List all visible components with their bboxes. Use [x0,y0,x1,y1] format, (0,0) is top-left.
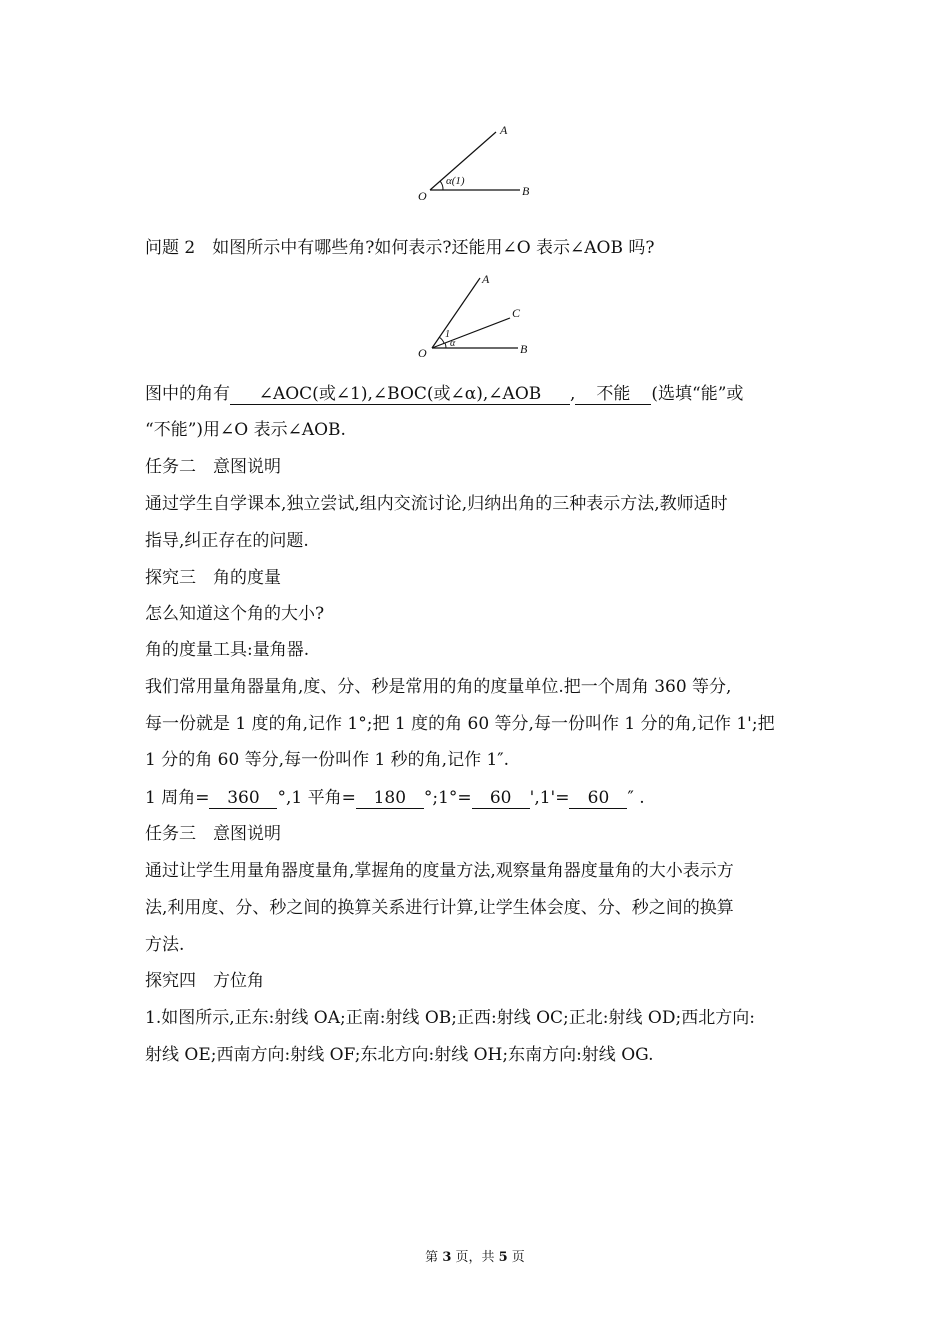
footer-post: 页 [507,1250,525,1265]
fill-text-3: °;1°= [423,788,472,808]
task3-line-1: 通过让学生用量角器度量角,掌握角的度量方法,观察量角器度量角的大小表示方 [145,861,734,881]
explore4-line-2: 射线 OE;西南方向:射线 OF;东北方向:射线 OH;东南方向:射线 OG. [145,1045,654,1065]
task3-heading: 任务三 意图说明 [145,824,281,844]
footer-page-number: 3 [442,1250,452,1265]
label-alpha: α [450,338,456,349]
explore3-p1: 我们常用量角器量角,度、分、秒是常用的角的度量单位.把一个周角 360 等分, [145,677,732,697]
label-o: O [418,189,427,203]
task3-line-2: 法,利用度、分、秒之间的换算关系进行计算,让学生体会度、分、秒之间的换算 [145,898,734,918]
answer-prefix: 图中的角有 [145,384,230,404]
explore3-heading: 探究三 角的度量 [145,568,281,588]
label-a: A [500,123,508,137]
answer-suffix: (选填“能”或 [651,384,744,404]
page-footer [0,1246,950,1265]
angle-figure-2 [412,266,542,362]
can-blank: 不能 [575,384,651,405]
task3-line-3: 方法. [145,935,185,955]
label-o: O [418,346,427,360]
task2-line-2: 指导,纠正存在的问题. [145,531,309,551]
label-a: A [482,272,490,286]
answer-line-1 [145,382,815,406]
fill-blank-3: 60 [472,788,530,809]
fill-blank-1: 360 [209,788,277,809]
angles-blank: ∠AOC(或∠1),∠BOC(或∠α),∠AOB [230,384,570,405]
question-2: 问题 2 如图所示中有哪些角?如何表示?还能用∠O 表示∠AOB 吗? [145,238,655,258]
fill-blank-4: 60 [569,788,627,809]
angle-arc-alpha [445,343,446,348]
fill-text-4: ',1'= [529,788,570,808]
fill-line [145,786,815,810]
label-b: B [522,184,530,198]
fill-text-5: ″ . [627,788,645,808]
label-b: B [520,342,528,356]
explore3-question: 怎么知道这个角的大小? [145,604,325,624]
angle-figure-1 [410,118,540,204]
explore3-p2: 每一份就是 1 度的角,记作 1°;把 1 度的角 60 等分,每一份叫作 1 分的角,记作 1';把 [145,714,775,734]
footer-pre: 第 [425,1250,443,1265]
ray-oc [432,318,510,348]
footer-total-pages: 5 [498,1250,508,1265]
fill-blank-2: 180 [356,788,424,809]
footer-mid: 页，共 [451,1250,499,1265]
task2-line-1: 通过学生自学课本,独立尝试,组内交流讨论,归纳出角的三种表示方法,教师适时 [145,494,728,514]
label-c: C [512,306,521,320]
angle-arc-1 [439,337,444,343]
explore3-tool: 角的度量工具:量角器. [145,640,310,660]
explore4-heading: 探究四 方位角 [145,971,264,991]
fill-text-2: °,1 平角= [277,788,356,808]
angle-arc [440,181,443,190]
explore3-p3: 1 分的角 60 等分,每一份叫作 1 秒的角,记作 1″. [145,750,510,770]
answer-line-2: “不能”)用∠O 表示∠AOB. [145,420,346,440]
fill-text-1: 1 周角= [145,788,210,808]
label-angle: α(1) [446,175,465,187]
label-1: 1 [445,329,450,340]
explore4-line-1: 1.如图所示,正东:射线 OA;正南:射线 OB;正西:射线 OC;正北:射线 OD;西北方向: [145,1008,755,1028]
answer-comma: , [570,384,576,404]
task2-heading: 任务二 意图说明 [145,457,281,477]
